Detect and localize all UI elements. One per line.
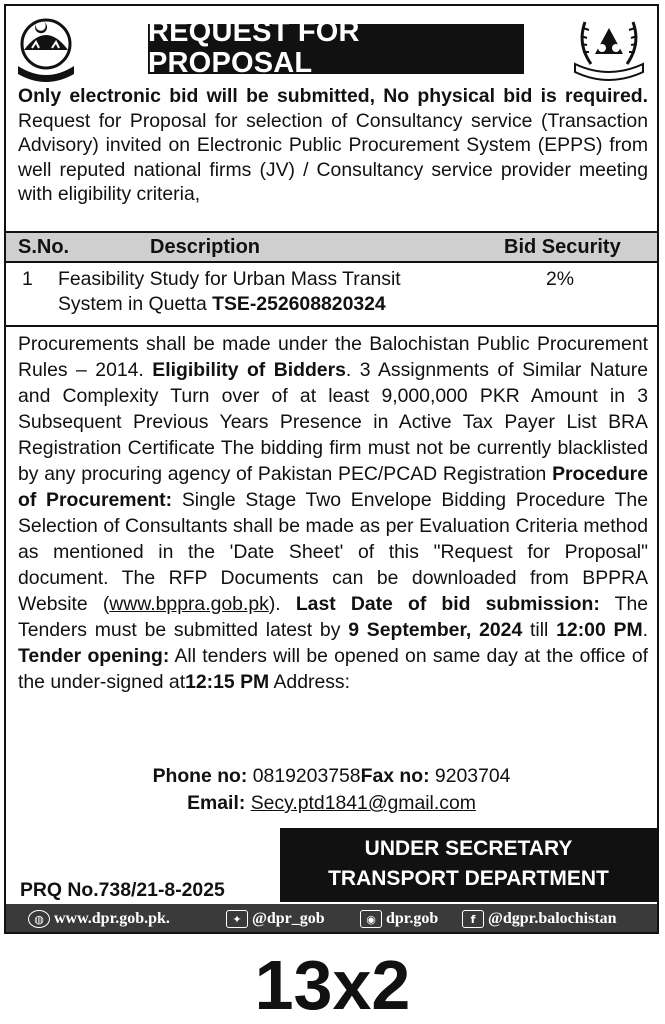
signatory-department: TRANSPORT DEPARTMENT	[328, 867, 609, 890]
body-text-5: The Tenders must be submitted latest by	[18, 593, 649, 641]
advertisement-frame	[4, 4, 659, 934]
body-text-3: Single Stage Two Envelope Bidding Procedure The Selection of Consultants shall be made as per Evaluation Criteria method as mentioned in the 'Date Sheet' of this "Request for Proposal" document. The RFP Documents can be downloaded from BPPRA Website (	[18, 489, 648, 615]
row-reference-number: TSE-252608820324	[212, 293, 386, 315]
footer-facebook[interactable]	[462, 910, 617, 928]
footer-website[interactable]	[28, 910, 170, 928]
ad-size-label: 13x2	[254, 946, 411, 1024]
fax-label: Fax no:	[360, 765, 430, 787]
col-header-bid-security: Bid Security	[504, 236, 621, 258]
submission-time: 12:00 PM	[556, 619, 643, 641]
row-bid-security: 2%	[546, 268, 575, 290]
last-date-heading: Last Date of bid submission:	[295, 593, 600, 615]
title-bar	[148, 16, 524, 79]
instagram-icon: ◉	[360, 910, 382, 928]
phone-number: 0819203758	[247, 765, 361, 787]
procedure-heading: Procedure of Procurement:	[18, 463, 648, 511]
transport-department-logo	[569, 14, 649, 86]
row-sno: 1	[22, 268, 33, 290]
col-header-sno: S.No.	[18, 236, 70, 258]
row-description-text: Feasibility Study for Urban Mass Transit System in Quetta	[58, 268, 401, 315]
body-text-1: Procurements shall be made under the Balochistan Public Procurement Rules – 2014.	[18, 333, 648, 381]
submission-date: 9 September, 2024	[348, 619, 523, 641]
email-address-link[interactable]: Secy.ptd1841@gmail.com	[250, 792, 476, 814]
signature-box	[280, 828, 657, 902]
tender-opening-heading: Tender opening:	[18, 645, 170, 667]
email-label: Email:	[187, 792, 246, 814]
footer-facebook-text: @dgpr.balochistan	[488, 910, 617, 927]
intro-bold-notice: Only electronic bid will be submitted, No physical bid is required.	[18, 85, 648, 107]
intro-paragraph	[18, 84, 648, 207]
fax-number: 9203704	[429, 765, 511, 787]
body-text-2: . 3 Assignments of Similar Nature and Complexity Turn over of at least 9,000,000 PKR Amount in 3 Subsequent Previous Years Presence in Active Tax Payer List BRA Registration Certificate The bidding firm must not be currently blacklisted by any procuring agency of Pakistan PEC/PCAD Registration	[18, 359, 648, 485]
prq-number: PRQ No.738/21-8-2025	[20, 879, 225, 901]
facebook-icon: f	[462, 910, 484, 928]
twitter-icon: ✦	[226, 910, 248, 928]
body-text-8: All tenders will be opened on same day at the office of the under-signed at	[18, 645, 648, 693]
eligibility-heading: Eligibility of Bidders	[152, 359, 346, 381]
globe-icon: ◍	[28, 910, 50, 928]
body-text-4: ).	[268, 593, 296, 615]
table-row	[6, 263, 657, 327]
col-header-description: Description	[150, 236, 261, 258]
body-text-6: till	[522, 619, 557, 641]
body-paragraph	[18, 331, 648, 695]
phone-label: Phone no:	[152, 765, 248, 787]
row-description	[58, 267, 458, 317]
signatory-title: UNDER SECRETARY	[364, 837, 573, 860]
footer-bar	[6, 904, 657, 934]
body-text-9: Address:	[269, 671, 351, 693]
table-header	[6, 231, 657, 263]
footer-instagram[interactable]	[360, 910, 438, 928]
body-text-7: .	[642, 619, 648, 641]
footer-twitter-text: @dpr_gob	[252, 910, 325, 927]
page-title: REQUEST FOR PROPOSAL	[148, 17, 524, 81]
phone-fax-line	[6, 763, 657, 789]
footer-website-text: www.dpr.gob.pk.	[54, 910, 170, 927]
email-line	[6, 790, 657, 816]
intro-text: Request for Proposal for selection of Consultancy service (Transaction Advisory) invited on Electronic Public Procurement System (EPPS) from well reputed national firms (JV) / Consultancy service provider meeting with eligibility criteria,	[18, 109, 648, 205]
balochistan-emblem-logo	[14, 14, 78, 86]
footer-instagram-text: dpr.gob	[386, 910, 439, 927]
opening-time: 12:15 PM	[185, 671, 270, 693]
footer-twitter[interactable]	[226, 910, 325, 928]
bppra-website-link[interactable]: www.bppra.gob.pk	[109, 593, 269, 615]
